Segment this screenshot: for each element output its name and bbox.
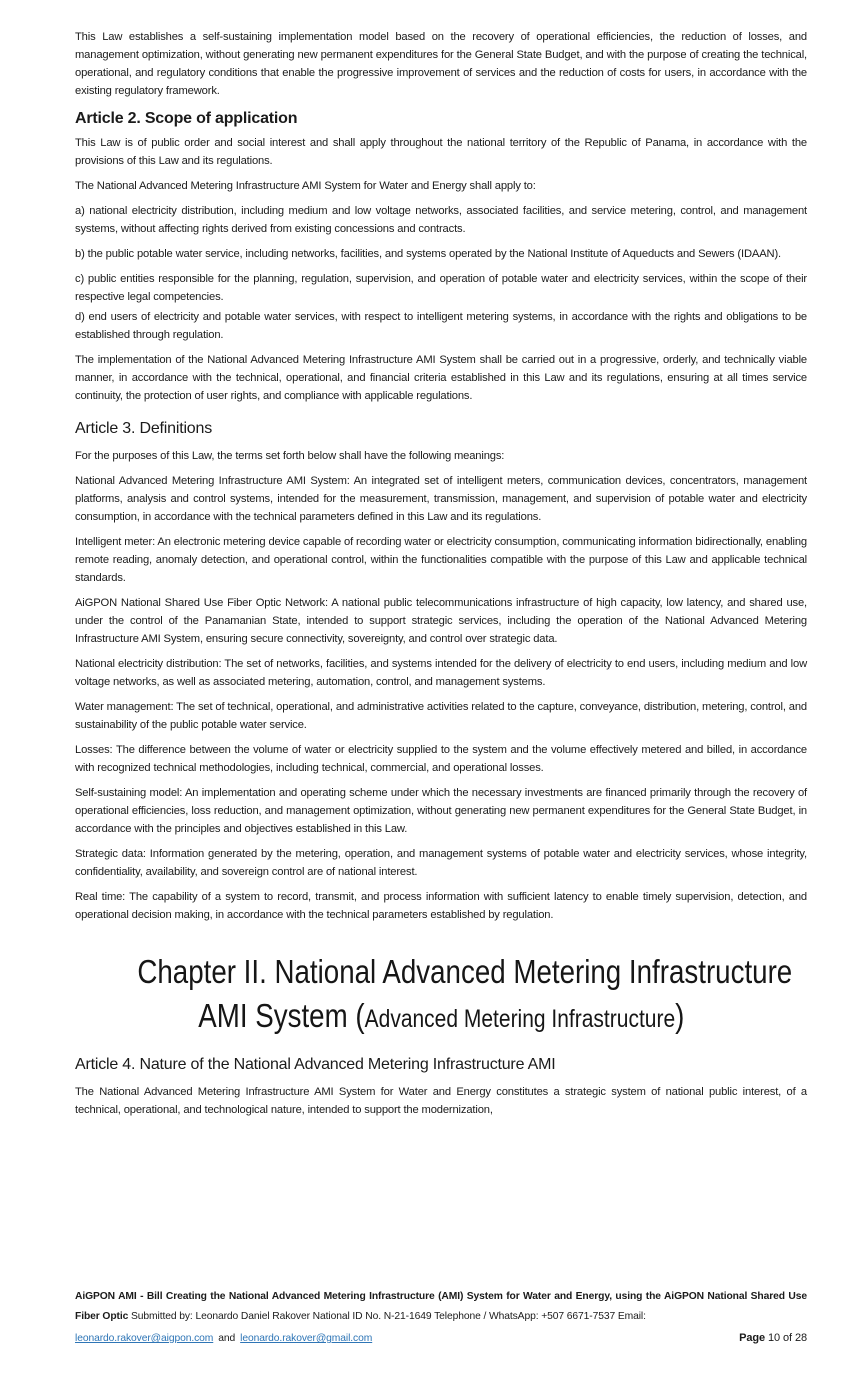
scope-item-b: b) the public potable water service, including networks, facilities, and systems operated by the National Institute of Aqueducts and Sewers (IDAAN).: [75, 248, 781, 260]
chapter-2-title-parenthetical: Advanced Metering Infrastructure: [364, 1005, 675, 1033]
chapter-2-title-prefix: AMI System (: [197, 997, 365, 1034]
definition-aigpon-network: AiGPON National Shared Use Fiber Optic Network: A national public telecommunications infrastructure of high capacity, low latency, and shared use, under the control of the Panamanian State, intended to support strategic services, including the operation of the National Advanced Metering Infrastructure AMI System, ensuring secure connectivity, sovereignty, and control over strategic data.: [75, 597, 807, 645]
article-4-paragraph-1: The National Advanced Metering Infrastructure AMI System for Water and Energy constitutes a strategic system of national public interest, of a technical, operational, and technological nature, intended to support the modernization,: [75, 1086, 807, 1116]
footer-links-row: [75, 1328, 807, 1349]
footer-submitted-by: Submitted by: Leonardo Daniel Rakover National ID No. N-21-1649 Telephone / WhatsApp: +507 6671-7537 Email:: [128, 1311, 646, 1322]
page-number-label: Page: [739, 1332, 766, 1344]
definition-losses: Losses: The difference between the volume of water or electricity supplied to the system and the volume effectively metered and billed, in accordance with recognized technical methodologies, including technical, commercial, and operational losses.: [75, 744, 807, 774]
definition-self-sustaining-model: Self-sustaining model: An implementation and operating scheme under which the necessary investments are financed primarily through the recovery of operational efficiencies, loss reduction, and management optimization, without generating new permanent expenditures for the General State Budget, in accordance with the principles and objectives established in this Law.: [75, 787, 807, 835]
definition-water-management: Water management: The set of technical, operational, and administrative activities related to the capture, conveyance, distribution, metering, control, and sustainability of the public potable water service.: [75, 701, 807, 731]
definition-strategic-data: Strategic data: Information generated by the metering, operation, and management systems of potable water and electricity services, whose integrity, confidentiality, availability, and sovereign control are of national interest.: [75, 848, 807, 878]
article-3-intro: For the purposes of this Law, the terms set forth below shall have the following meanings:: [75, 450, 505, 462]
article-2-paragraph-1: This Law is of public order and social interest and shall apply throughout the national territory of the Republic of Panama, in accordance with the provisions of this Law and its regulations.: [75, 137, 807, 167]
chapter-2-title-suffix: ): [674, 997, 685, 1034]
email-link-aigpon[interactable]: leonardo.rakover@aigpon.com: [75, 1333, 214, 1344]
article-2-paragraph-3: The implementation of the National Advanced Metering Infrastructure AMI System shall be carried out in a progressive, orderly, and technically viable manner, in accordance with the technical, operational, and financial criteria established in this Law and its regulations, ensuring at all times service continuity, the protection of user rights, and compliance with applicable regulations.: [75, 354, 807, 402]
intro-paragraph: This Law establishes a self-sustaining implementation model based on the recovery of operational efficiencies, the reduction of losses, and management optimization, without generating new permanent expenditures for the General State Budget, and with the purpose of creating the technical, operational, and regulatory conditions that enable the progressive improvement of services and the reduction of costs for users, in accordance with the existing regulatory framework.: [75, 31, 807, 97]
article-4-heading: Article 4. Nature of the National Advanced Metering Infrastructure AMI: [75, 1056, 556, 1073]
definition-ami-system: National Advanced Metering Infrastructure AMI System: An integrated set of intelligent meters, communication devices, concentrators, management platforms, analysis and control systems, intended for the measurement, transmission, management, and supervision of potable water and electricity consumption, in accordance with the technical parameters defined in this Law and its regulations.: [75, 475, 807, 523]
article-2-paragraph-2: The National Advanced Metering Infrastructure AMI System for Water and Energy shall apply to:: [75, 180, 536, 192]
chapter-2-title: [75, 950, 807, 1041]
definition-intelligent-meter: Intelligent meter: An electronic metering device capable of recording water or electricity consumption, communicating information bidirectionally, enabling remote reading, anomaly detection, and operational control, within the functionalities compatible with the purpose of this Law and applicable technical standards.: [75, 536, 807, 584]
scope-item-c: c) public entities responsible for the planning, regulation, supervision, and operation of potable water and electricity services, within the scope of their respective legal competencies.: [75, 273, 807, 303]
footer-bill-title: AiGPON AMI - Bill Creating the National Advanced Metering Infrastructure (AMI) System for Water and Energy, using the AiGPON National Shared Use Fiber Optic: [75, 1291, 807, 1322]
scope-item-a: a) national electricity distribution, including medium and low voltage networks, associated facilities, and service metering, control, and management systems, without affecting rights derived from existing concessions and contracts.: [75, 205, 807, 235]
page-number: [739, 1328, 807, 1348]
chapter-2-title-line-2: [198, 994, 684, 1041]
article-2-heading: Article 2. Scope of application: [75, 110, 298, 127]
page-footer: [0, 1283, 850, 1400]
footer-description: [75, 1287, 807, 1327]
page-number-value: 10 of 28: [768, 1332, 807, 1344]
footer-emails: [75, 1329, 372, 1349]
definition-real-time: Real time: The capability of a system to record, transmit, and process information with sufficient latency to enable timely supervision, detection, and operational decision making, in accordance with the technical parameters established by regulation.: [75, 891, 807, 921]
article-3-heading: Article 3. Definitions: [75, 420, 212, 437]
email-link-gmail[interactable]: leonardo.rakover@gmail.com: [240, 1333, 373, 1344]
footer-and-text: and: [218, 1333, 236, 1344]
chapter-2-title-line-1: Chapter II. National Advanced Metering Infrastructure: [137, 953, 793, 990]
definition-electricity-distribution: National electricity distribution: The set of networks, facilities, and systems intended for the delivery of electricity to end users, including medium and low voltage networks, as well as associated metering, automation, control, and management systems.: [75, 658, 807, 688]
scope-item-d: d) end users of electricity and potable water services, with respect to intelligent metering systems, in accordance with the rights and obligations to be established through regulation.: [75, 311, 807, 341]
